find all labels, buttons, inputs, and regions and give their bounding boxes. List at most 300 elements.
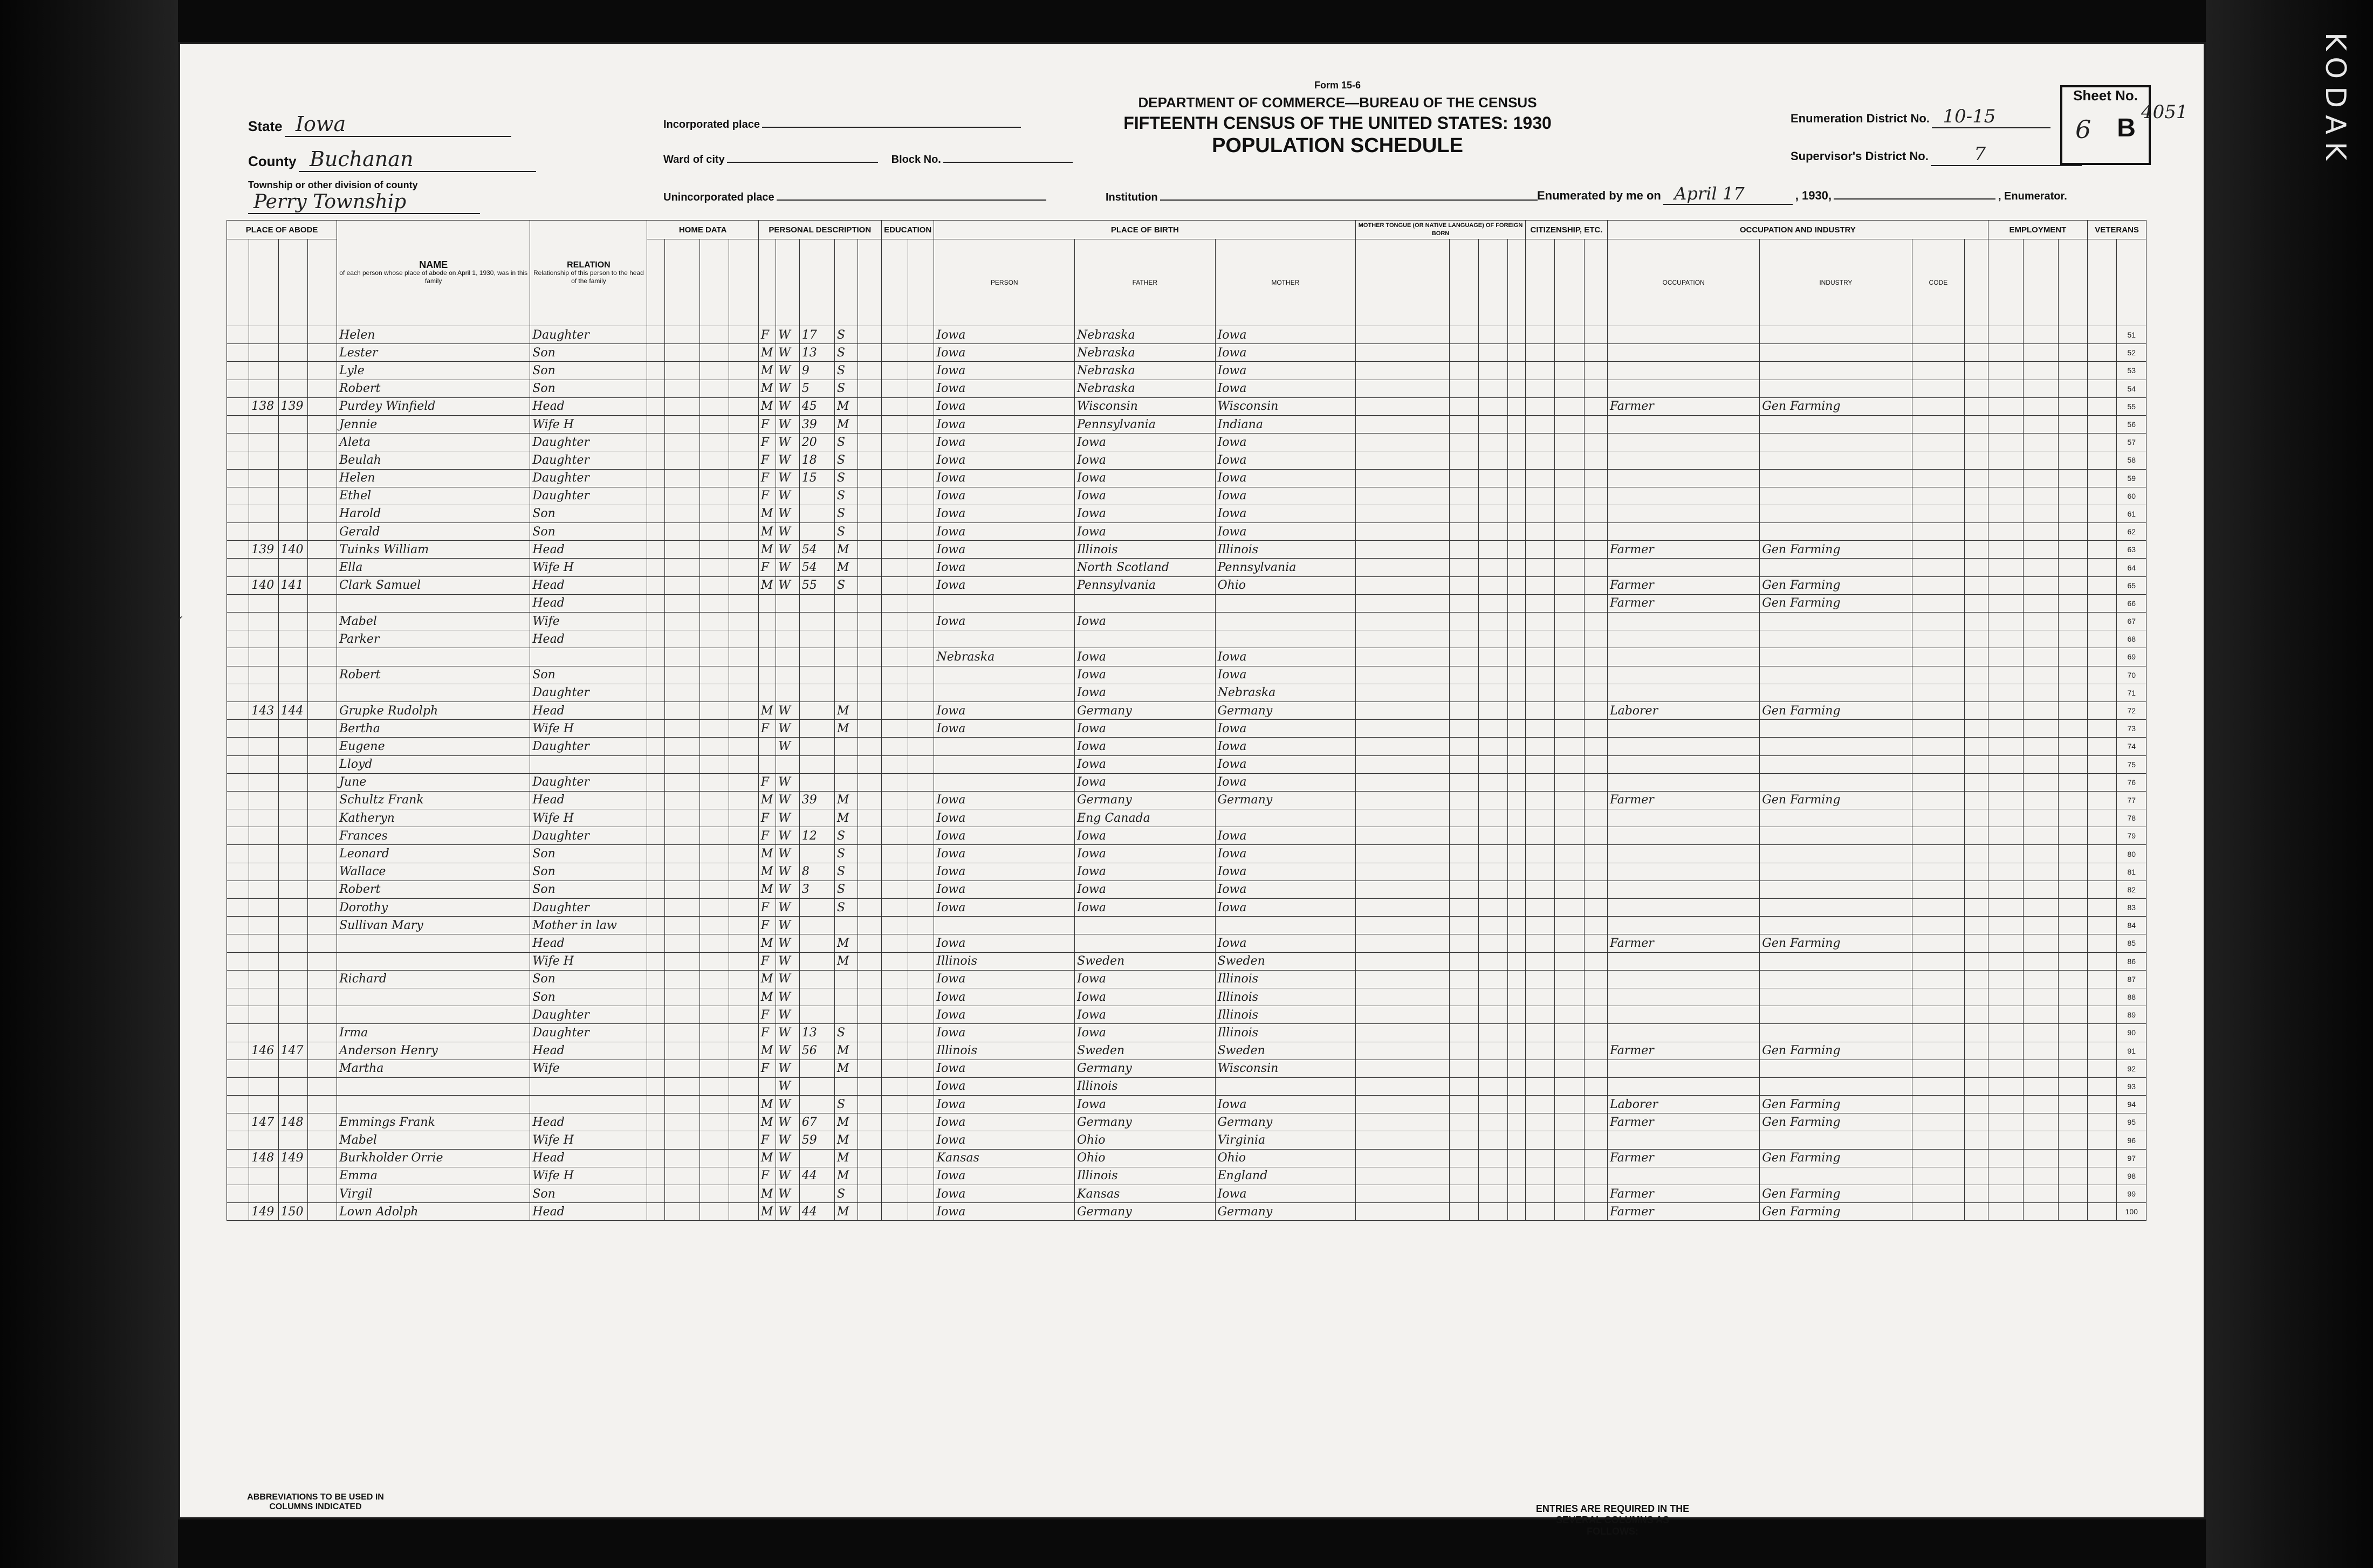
occupation-cell [1607,1006,1759,1024]
race-cell: W [776,1203,799,1221]
line-number-cell: 94 [2117,1096,2146,1113]
code-b-cell [1479,1131,1508,1149]
dwelling-cell: 143 [249,702,278,719]
residents-cell [307,773,337,791]
mother-birthplace-cell: Illinois [1215,1006,1356,1024]
school-cell [881,576,908,594]
father-birthplace-cell: Pennsylvania [1075,576,1216,594]
occ-code-cell [1912,1096,1965,1113]
literacy-cell [908,809,934,827]
home-cell [647,451,665,469]
dwelling-cell [249,380,278,397]
father-birthplace-cell: Iowa [1075,827,1216,845]
school-cell [881,380,908,397]
code-a-cell [1449,613,1478,630]
naturalization-cell [1555,755,1584,773]
occupation-cell [1607,415,1759,433]
table-row [227,934,2146,952]
naturalization-cell [1555,344,1584,362]
veteran-cell [2058,773,2087,791]
line-number-cell: 56 [2117,415,2146,433]
war-cell [2088,630,2117,648]
occ-code-cell [1912,451,1965,469]
industry-cell [1760,613,1912,630]
marital-cell: M [834,1042,858,1060]
code-c-cell [1508,362,1526,380]
occupation-cell: Laborer [1607,702,1759,719]
occ-code-cell [1912,397,1965,415]
language-cell [1356,1024,1450,1042]
radio-cell [700,1042,729,1060]
class-cell [1965,344,1988,362]
sex-cell [758,613,776,630]
immigration-cell [1525,415,1554,433]
occ-code-cell [1912,952,1965,970]
literacy-cell [908,791,934,809]
marriage-age-cell [858,523,881,541]
veteran-cell [2058,702,2087,719]
farm-cell [729,720,758,738]
mother-birthplace-cell [1215,613,1356,630]
age-cell: 3 [799,881,834,898]
industry-cell [1760,362,1912,380]
veteran-cell [2058,970,2087,988]
street-cell [227,917,249,934]
table-row [227,970,2146,988]
birthplace-cell: Iowa [934,362,1075,380]
residents-cell [307,1006,337,1024]
table-row [227,380,2146,397]
radio-cell [700,487,729,505]
age-cell [799,934,834,952]
class-cell [1965,702,1988,719]
marital-cell: M [834,1149,858,1167]
father-birthplace-cell [1075,594,1216,612]
war-cell [2088,791,2117,809]
class-cell [1965,541,1988,559]
age-cell [799,487,834,505]
school-cell [881,881,908,898]
father-birthplace-cell: Nebraska [1075,344,1216,362]
residents-cell [307,613,337,630]
family-cell [278,380,307,397]
residents-cell [307,845,337,863]
school-cell [881,469,908,487]
english-cell [1584,648,1607,666]
school-cell [881,1096,908,1113]
radio-cell [700,845,729,863]
language-cell [1356,1060,1450,1077]
mother-birthplace-cell: Iowa [1215,899,1356,917]
department-title: DEPARTMENT OF COMMERCE—BUREAU OF THE CENSUS [1138,94,1537,111]
naturalization-cell [1555,451,1584,469]
language-cell [1356,415,1450,433]
table-row [227,1042,2146,1060]
naturalization-cell [1555,380,1584,397]
name-cell: Wallace [337,863,530,881]
occ-code-cell [1912,415,1965,433]
marriage-age-cell [858,684,881,702]
farm-cell [729,1042,758,1060]
sex-cell [758,648,776,666]
work-cell [1988,613,2023,630]
value-cell [665,487,700,505]
block-label: Block No. [891,154,941,166]
radio-cell [700,326,729,344]
age-cell [799,773,834,791]
birthplace-cell: Iowa [934,344,1075,362]
father-birthplace-cell: Nebraska [1075,380,1216,397]
code-c-cell [1508,917,1526,934]
marital-cell: M [834,397,858,415]
dwelling-cell [249,720,278,738]
marriage-age-cell [858,970,881,988]
marriage-age-cell [858,505,881,522]
unemployment-cell [2023,594,2058,612]
sheet-label: Sheet No. [2073,87,2138,104]
school-cell [881,397,908,415]
table-row [227,344,2146,362]
language-cell [1356,1185,1450,1203]
relation-cell: Wife H [530,1131,647,1149]
home-cell [647,720,665,738]
name-cell: Harold [337,505,530,522]
marital-cell [834,630,858,648]
value-cell [665,397,700,415]
residents-cell [307,1185,337,1203]
street-cell [227,362,249,380]
abbreviations-title: ABBREVIATIONS TO BE USED IN COLUMNS INDICATED [247,1493,384,1511]
veteran-cell [2058,666,2087,684]
literacy-cell [908,434,934,451]
sex-cell: F [758,1060,776,1077]
marital-cell [834,684,858,702]
school-cell [881,451,908,469]
code-b-cell [1479,541,1508,559]
literacy-cell [908,702,934,719]
radio-cell [700,738,729,755]
street-cell [227,881,249,898]
school-cell [881,1077,908,1095]
occupation-cell [1607,773,1759,791]
street-cell [227,899,249,917]
line-number-cell: 79 [2117,827,2146,845]
veteran-cell [2058,1149,2087,1167]
name-cell: Parker [337,630,530,648]
dwelling-cell [249,845,278,863]
marriage-age-cell [858,845,881,863]
table-row [227,773,2146,791]
group-birth: PLACE OF BIRTH [934,221,1356,239]
sex-cell: F [758,451,776,469]
occupation-cell: Farmer [1607,1203,1759,1221]
code-a-cell [1449,344,1478,362]
sex-cell: F [758,434,776,451]
code-b-cell [1479,738,1508,755]
radio-cell [700,881,729,898]
street-cell [227,1042,249,1060]
race-cell: W [776,541,799,559]
relation-cell: Wife H [530,952,647,970]
sheet-number-box [2060,85,2151,165]
family-cell [278,648,307,666]
immigration-cell [1525,773,1554,791]
dwelling-cell [249,970,278,988]
race-cell: W [776,505,799,522]
residents-cell [307,451,337,469]
industry-cell: Gen Farming [1760,594,1912,612]
veteran-cell [2058,881,2087,898]
street-cell [227,970,249,988]
school-cell [881,434,908,451]
age-cell [799,738,834,755]
race-cell: W [776,451,799,469]
mother-birthplace-cell: Wisconsin [1215,1060,1356,1077]
naturalization-cell [1555,523,1584,541]
language-cell [1356,666,1450,684]
street-cell [227,773,249,791]
code-a-cell [1449,505,1478,522]
street-cell [227,988,249,1006]
residents-cell [307,863,337,881]
class-cell [1965,899,1988,917]
radio-cell [700,541,729,559]
school-cell [881,1167,908,1185]
literacy-cell [908,773,934,791]
value-cell [665,1077,700,1095]
age-cell: 8 [799,863,834,881]
age-cell [799,666,834,684]
relation-cell: Son [530,988,647,1006]
farm-cell [729,434,758,451]
farm-cell [729,1024,758,1042]
radio-cell [700,613,729,630]
code-c-cell [1508,630,1526,648]
farm-cell [729,1113,758,1131]
code-a-cell [1449,899,1478,917]
incorporated-line [762,115,1021,128]
work-cell [1988,541,2023,559]
literacy-cell [908,613,934,630]
family-cell: 139 [278,397,307,415]
relation-cell: Son [530,666,647,684]
family-cell [278,451,307,469]
marriage-age-cell [858,541,881,559]
war-cell [2088,541,2117,559]
occ-code-cell [1912,934,1965,952]
father-birthplace-cell: Ohio [1075,1131,1216,1149]
name-cell: June [337,773,530,791]
name-cell: Lyle [337,362,530,380]
work-cell [1988,738,2023,755]
unemployment-cell [2023,613,2058,630]
literacy-cell [908,1131,934,1149]
race-cell [776,594,799,612]
literacy-cell [908,469,934,487]
radio-cell [700,630,729,648]
sex-cell: F [758,809,776,827]
veteran-cell [2058,1113,2087,1131]
institution-label: Institution [1106,191,1158,203]
street-cell [227,845,249,863]
industry-cell: Gen Farming [1760,397,1912,415]
name-cell [337,1077,530,1095]
occ-code-cell [1912,541,1965,559]
work-cell [1988,791,2023,809]
work-cell [1988,397,2023,415]
naturalization-cell [1555,1131,1584,1149]
school-cell [881,1006,908,1024]
school-cell [881,791,908,809]
table-row [227,1131,2146,1149]
family-cell [278,505,307,522]
mother-birthplace-cell: Illinois [1215,1024,1356,1042]
relation-cell: Wife [530,613,647,630]
marriage-age-cell [858,791,881,809]
unemployment-cell [2023,970,2058,988]
industry-cell [1760,1131,1912,1149]
veteran-cell [2058,791,2087,809]
home-cell [647,576,665,594]
farm-cell [729,362,758,380]
relation-cell: Head [530,630,647,648]
family-cell [278,326,307,344]
home-cell [647,952,665,970]
industry-cell [1760,469,1912,487]
relation-cell: Head [530,576,647,594]
mother-birthplace-cell: Illinois [1215,988,1356,1006]
radio-cell [700,863,729,881]
mother-birthplace-cell: England [1215,1167,1356,1185]
sex-cell: M [758,1149,776,1167]
father-birthplace-cell: Iowa [1075,451,1216,469]
immigration-cell [1525,1060,1554,1077]
value-cell [665,1167,700,1185]
age-cell: 54 [799,541,834,559]
immigration-cell [1525,1024,1554,1042]
line-number-cell: 55 [2117,397,2146,415]
occ-code-cell [1912,791,1965,809]
literacy-cell [908,845,934,863]
industry-cell [1760,648,1912,666]
residents-cell [307,666,337,684]
occupation-cell [1607,863,1759,881]
occupation-cell [1607,326,1759,344]
unemployment-cell [2023,988,2058,1006]
sex-cell [758,594,776,612]
class-cell [1965,970,1988,988]
relation-cell: Son [530,1185,647,1203]
sex-cell: M [758,988,776,1006]
english-cell [1584,809,1607,827]
industry-cell: Gen Farming [1760,541,1912,559]
dwelling-cell: 140 [249,576,278,594]
street-cell [227,380,249,397]
language-cell [1356,380,1450,397]
film-edge-right [2206,0,2373,1568]
language-cell [1356,487,1450,505]
marriage-age-cell [858,917,881,934]
marital-cell: S [834,1024,858,1042]
age-cell: 55 [799,576,834,594]
unemployment-cell [2023,863,2058,881]
table-row [227,1113,2146,1131]
sheet-number: 6 [2075,115,2091,144]
dwelling-cell: 147 [249,1113,278,1131]
line-number-cell: 83 [2117,899,2146,917]
family-cell: 150 [278,1203,307,1221]
street-cell [227,755,249,773]
school-cell [881,613,908,630]
industry-cell [1760,738,1912,755]
class-cell [1965,630,1988,648]
immigration-cell [1525,1096,1554,1113]
language-cell [1356,684,1450,702]
immigration-cell [1525,469,1554,487]
birthplace-cell: Iowa [934,1203,1075,1221]
english-cell [1584,594,1607,612]
dwelling-cell [249,666,278,684]
enumerated-label: Enumerated by me on [1537,189,1661,202]
radio-cell [700,952,729,970]
line-number-cell: 86 [2117,952,2146,970]
marriage-age-cell [858,988,881,1006]
unemployment-cell [2023,487,2058,505]
unemployment-cell [2023,397,2058,415]
naturalization-cell [1555,559,1584,576]
supervisor-value: 7 [1931,143,2082,166]
relation-cell: Son [530,863,647,881]
code-c-cell [1508,397,1526,415]
occ-code-cell [1912,845,1965,863]
code-a-cell [1449,1024,1478,1042]
line-number-cell: 66 [2117,594,2146,612]
residents-cell [307,380,337,397]
table-row [227,720,2146,738]
line-number-cell: 85 [2117,934,2146,952]
industry-cell: Gen Farming [1760,1042,1912,1060]
immigration-cell [1525,720,1554,738]
literacy-cell [908,397,934,415]
relation-cell: Son [530,362,647,380]
naturalization-cell [1555,1203,1584,1221]
home-cell [647,1203,665,1221]
code-b-cell [1479,648,1508,666]
code-b-cell [1479,684,1508,702]
farm-cell [729,1149,758,1167]
age-cell: 12 [799,827,834,845]
relation-cell: Daughter [530,1006,647,1024]
code-b-cell [1479,755,1508,773]
marital-cell [834,648,858,666]
dwelling-cell: 148 [249,1149,278,1167]
mother-birthplace-cell: Iowa [1215,720,1356,738]
code-b-cell [1479,899,1508,917]
name-cell: Gerald [337,523,530,541]
age-cell [799,523,834,541]
birthplace-cell: Iowa [934,899,1075,917]
father-birthplace-cell: Sweden [1075,1042,1216,1060]
code-b-cell [1479,934,1508,952]
sex-cell: F [758,899,776,917]
sex-cell: F [758,559,776,576]
school-cell [881,809,908,827]
farm-cell [729,451,758,469]
code-b-cell [1479,1006,1508,1024]
name-cell: Purdey Winfield [337,397,530,415]
age-cell: 45 [799,397,834,415]
line-number-cell: 52 [2117,344,2146,362]
